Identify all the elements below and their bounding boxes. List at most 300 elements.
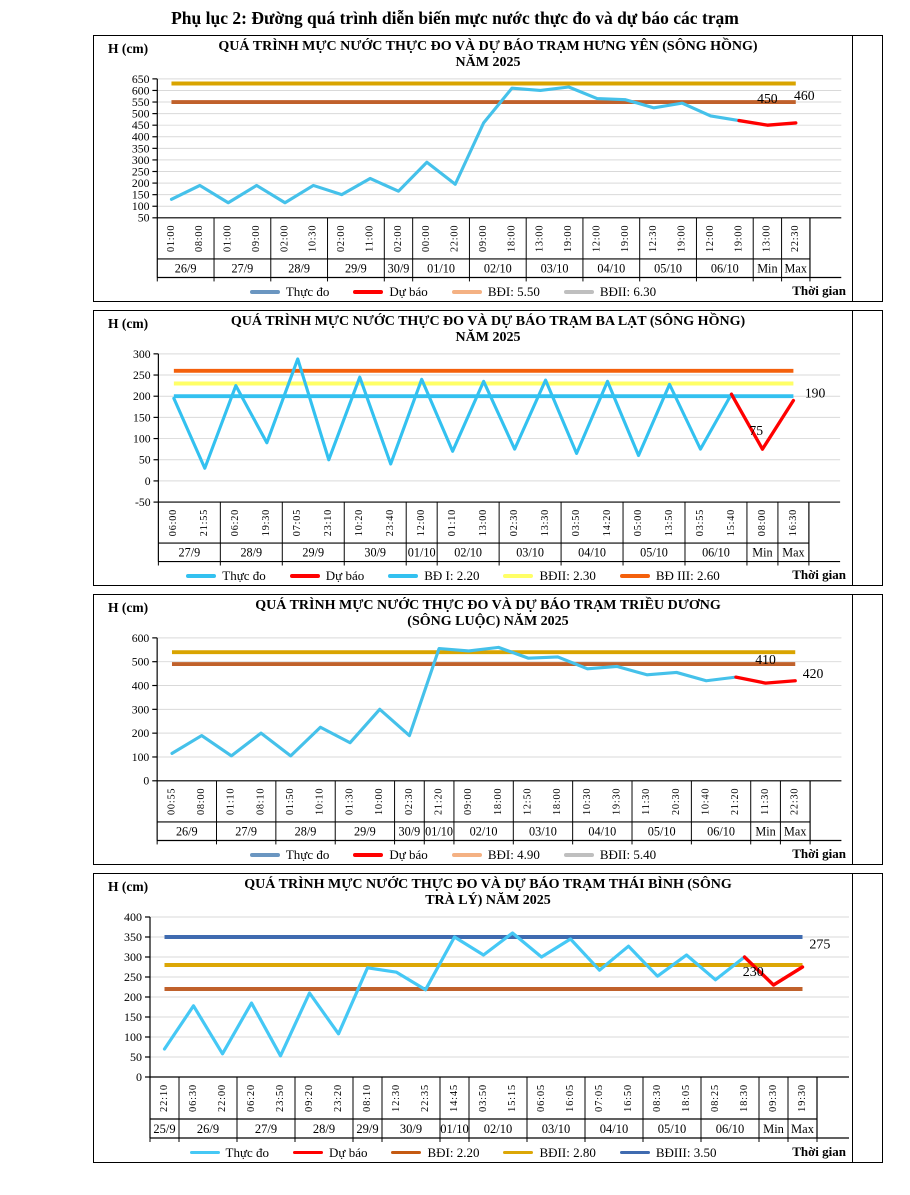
plot-area-right-border: [852, 595, 853, 864]
annotation-460: 460: [794, 87, 815, 103]
time-label: 08:10: [361, 1084, 373, 1112]
legend-line-swatch: [250, 290, 280, 294]
legend-label: BĐII: 5.40: [599, 846, 657, 862]
date-label-03-10: 03/10: [516, 545, 544, 560]
legend-label: BĐI: 5.50: [487, 283, 540, 299]
legend: [94, 845, 882, 864]
legend-line-swatch: [564, 290, 594, 294]
legend-line-swatch: [290, 574, 320, 578]
legend-line-swatch: [503, 1151, 533, 1155]
chart-3-plot: [94, 632, 884, 845]
chart-title-line: QUÁ TRÌNH MỰC NƯỚC THỰC ĐO VÀ DỰ BÁO TRẠM THÁI BÌNH (SÔNG: [244, 877, 732, 892]
x-axis-title: Thời gian: [792, 567, 846, 582]
time-label: 19:00: [563, 224, 575, 253]
time-label: 22:35: [419, 1084, 431, 1112]
y-tick-label: 100: [131, 750, 150, 764]
date-label-03-10: 03/10: [541, 1122, 571, 1136]
forecast-series-line: [736, 677, 795, 683]
time-label: 22:30: [790, 224, 802, 253]
annotations: [743, 938, 831, 980]
date-label-30-9: 30/9: [398, 824, 421, 839]
time-label: 19:00: [619, 224, 631, 253]
chart-title-line: QUÁ TRÌNH MỰC NƯỚC THỰC ĐO VÀ DỰ BÁO TRẠM HƯNG YÊN (SÔNG HỒNG): [218, 39, 758, 54]
date-label-min: Min: [763, 1122, 784, 1136]
date-label-28-9: 28/9: [294, 824, 317, 839]
chart-title: [164, 877, 812, 909]
date-label-26-9: 26/9: [175, 824, 198, 839]
date-label-29-9: 29/9: [345, 261, 367, 276]
y-tick-label: 400: [131, 679, 150, 693]
time-label: 12:30: [648, 224, 660, 253]
forecast-series-line: [739, 121, 796, 126]
time-label: 03:55: [694, 508, 706, 537]
time-label: 10:20: [354, 508, 366, 537]
time-label: 12:30: [390, 1084, 402, 1112]
chart-4-plot: [94, 911, 884, 1143]
y-tick-label: 50: [130, 1050, 142, 1064]
date-label-04-10: 04/10: [588, 824, 617, 839]
date-label-04-10: 04/10: [597, 261, 626, 276]
legend-label: BĐI: 4.90: [487, 846, 540, 862]
y-tick-label: 150: [124, 1010, 142, 1024]
y-tick-label: 250: [133, 368, 151, 382]
y-tick-label: 250: [131, 165, 150, 179]
time-label: 23:10: [323, 508, 335, 537]
date-label-28-9: 28/9: [288, 261, 311, 276]
legend-item-bdi-2-20: [391, 1145, 479, 1161]
chart-header: [94, 311, 882, 348]
chart-title: [164, 598, 812, 630]
date-label-min: Min: [752, 545, 773, 560]
forecast-series-line: [731, 394, 793, 449]
time-label: 21:20: [433, 787, 445, 816]
time-label: 10:30: [307, 224, 319, 253]
chart-title-line: QUÁ TRÌNH MỰC NƯỚC THỰC ĐO VÀ DỰ BÁO TRẠM TRIỀU DƯƠNG: [255, 598, 721, 613]
gridlines: [158, 354, 840, 502]
annotation-75: 75: [749, 422, 764, 438]
chart-title: [164, 39, 812, 71]
y-tick-label: 250: [124, 970, 142, 984]
chart-header: [94, 874, 882, 911]
date-label-29-9: 29/9: [302, 545, 325, 560]
time-label: 20:30: [670, 787, 682, 816]
y-axis-labels: [124, 911, 150, 1084]
annotation-410: 410: [755, 651, 776, 667]
reference-lines: [171, 84, 795, 103]
y-tick-label: 50: [137, 211, 150, 225]
legend-item-bd-iii-2-60: [620, 568, 720, 584]
reference-lines: [165, 937, 803, 989]
time-label: 11:00: [364, 224, 376, 252]
time-label: 12:00: [416, 508, 428, 537]
time-label: 13:50: [663, 508, 675, 537]
time-label: 01:00: [222, 224, 234, 253]
y-tick-label: 600: [131, 84, 150, 98]
date-label-06-10: 06/10: [707, 824, 735, 839]
time-label: 01:10: [225, 787, 237, 816]
reference-lines: [172, 652, 795, 664]
y-axis-unit-label: H (cm): [108, 600, 149, 615]
y-axis-labels: [132, 632, 157, 788]
legend: [94, 282, 882, 301]
legend: [94, 1143, 882, 1162]
chart-title-line: NĂM 2025: [455, 330, 521, 345]
date-label-04-10: 04/10: [578, 545, 606, 560]
time-label: 21:55: [199, 508, 211, 537]
y-tick-label: 500: [131, 107, 150, 121]
y-tick-label: -50: [134, 495, 151, 509]
date-label-03-10: 03/10: [529, 824, 557, 839]
legend-line-swatch: [186, 574, 216, 578]
time-label: 09:30: [767, 1084, 779, 1112]
time-label: 08:30: [651, 1084, 663, 1112]
chart-4-box: [93, 873, 883, 1163]
date-label-26-9: 26/9: [174, 261, 197, 276]
y-tick-label: 300: [133, 348, 151, 361]
chart-header: [94, 36, 882, 73]
legend-item-du-bao: [293, 1145, 367, 1161]
annotation-230: 230: [742, 964, 764, 980]
time-label: 02:30: [508, 508, 520, 537]
date-label-05-10: 05/10: [640, 545, 668, 560]
time-label: 14:45: [448, 1084, 460, 1112]
time-label: 01:10: [447, 508, 459, 537]
annotation-420: 420: [802, 665, 824, 681]
date-label-05-10: 05/10: [657, 1122, 687, 1136]
y-tick-label: 300: [131, 703, 150, 717]
legend-label: BĐII: 6.30: [599, 283, 657, 299]
legend-item-bd-i-2-20: [388, 568, 479, 584]
y-tick-label: 0: [136, 1070, 142, 1084]
y-tick-label: 650: [131, 73, 150, 86]
time-label: 01:50: [285, 787, 297, 816]
time-label: 06:20: [230, 508, 242, 537]
time-label: 12:50: [522, 787, 534, 816]
time-label: 13:00: [477, 508, 489, 537]
date-label-03-10: 03/10: [540, 261, 569, 276]
time-labels: [166, 788, 800, 815]
y-tick-label: 100: [131, 200, 150, 214]
time-label: 02:00: [279, 224, 291, 253]
chart-title-line: QUÁ TRÌNH MỰC NƯỚC THỰC ĐO VÀ DỰ BÁO TRẠM BA LẠT (SÔNG HỒNG): [230, 314, 746, 329]
legend-line-swatch: [452, 290, 482, 294]
legend-label: Dự báo: [389, 846, 428, 862]
date-label-28-9: 28/9: [240, 545, 263, 560]
legend-label: Dự báo: [325, 567, 365, 583]
gridlines: [157, 79, 841, 218]
date-label-max: Max: [782, 545, 805, 560]
time-label: 08:00: [196, 787, 208, 816]
legend-line-swatch: [293, 1151, 323, 1155]
y-tick-label: 600: [131, 632, 150, 645]
legend-line-swatch: [353, 853, 383, 857]
legend-item-bdii-2-80: [503, 1145, 595, 1161]
legend-item-bdii-5-40: [564, 847, 656, 863]
date-label-min: Min: [755, 824, 776, 839]
legend-label: Dự báo: [329, 1144, 368, 1160]
y-tick-label: 300: [124, 950, 142, 964]
chart-1-box: [93, 35, 883, 302]
time-label: 09:20: [303, 1084, 315, 1112]
time-label: 03:50: [570, 508, 582, 537]
time-label: 18:30: [738, 1084, 750, 1112]
date-label-min: Min: [757, 261, 778, 276]
time-labels: [159, 1084, 808, 1112]
y-axis-labels: [133, 348, 158, 509]
date-label-30-9: 30/9: [364, 545, 387, 560]
annotation-450: 450: [757, 91, 778, 107]
legend-line-swatch: [190, 1151, 220, 1155]
y-tick-label: 350: [131, 142, 150, 156]
legend-line-swatch: [388, 574, 418, 578]
y-axis-unit-label: H (cm): [108, 316, 149, 331]
time-label: 05:00: [632, 508, 644, 537]
chart-title-line: NĂM 2025: [455, 55, 521, 70]
y-tick-label: 200: [131, 727, 150, 741]
y-tick-label: 100: [124, 1030, 142, 1044]
time-label: 12:00: [591, 224, 603, 253]
date-label-01-10: 01/10: [407, 545, 436, 560]
time-label: 11:30: [759, 787, 771, 815]
time-label: 10:00: [374, 787, 386, 816]
legend-label: BĐ I: 2.20: [424, 567, 480, 583]
date-label-06-10: 06/10: [710, 261, 739, 276]
time-label: 07:05: [292, 508, 304, 537]
y-tick-label: 200: [133, 390, 151, 404]
y-axis-unit-label: H (cm): [108, 879, 149, 894]
time-label: 16:05: [564, 1084, 576, 1112]
legend-line-swatch: [503, 574, 533, 578]
legend-item-bdi-5-50: [452, 284, 540, 300]
time-label: 19:30: [611, 787, 623, 816]
date-label-06-10: 06/10: [715, 1122, 745, 1136]
y-tick-label: 200: [131, 176, 150, 190]
time-label: 19:00: [676, 224, 688, 253]
date-label-06-10: 06/10: [702, 545, 730, 560]
time-label: 22:10: [158, 1084, 170, 1112]
chart-title-line: TRÀ LÝ) NĂM 2025: [425, 893, 551, 908]
date-label-28-9: 28/9: [312, 1122, 336, 1136]
date-label-01-10: 01/10: [440, 1122, 469, 1136]
time-label: 23:20: [332, 1084, 344, 1112]
legend-item-thuc-do: [250, 284, 330, 300]
chart-2-box: [93, 310, 883, 586]
time-label: 08:25: [709, 1084, 721, 1112]
time-label: 18:00: [492, 787, 504, 816]
legend-label: Dự báo: [389, 283, 428, 299]
y-axis-labels: [132, 73, 157, 225]
time-label: 18:05: [680, 1084, 692, 1112]
time-label: 13:00: [761, 224, 773, 253]
legend-item-thuc-do: [190, 1145, 270, 1161]
date-label-27-9: 27/9: [254, 1122, 278, 1136]
time-label: 22:30: [789, 787, 801, 816]
time-label: 00:55: [166, 787, 178, 816]
date-label-01-10: 01/10: [425, 824, 454, 839]
legend-label: Thực đo: [225, 1144, 270, 1160]
time-label: 22:00: [449, 224, 461, 253]
y-tick-label: 500: [131, 655, 150, 669]
x-axis-title: Thời gian: [792, 1144, 846, 1159]
date-label-29-9: 29/9: [356, 1122, 379, 1136]
time-label: 19:30: [796, 1084, 808, 1112]
charts-column: [93, 35, 883, 1163]
time-label: 19:00: [733, 224, 745, 253]
annotation-275: 275: [809, 937, 831, 953]
time-label: 02:00: [392, 224, 404, 253]
plot-area-right-border: [852, 874, 853, 1162]
date-label-02-10: 02/10: [454, 545, 483, 560]
plot-area-right-border: [852, 36, 853, 301]
date-label-30-9: 30/9: [399, 1122, 423, 1136]
y-tick-label: 300: [131, 153, 150, 167]
time-label: 01:30: [344, 787, 356, 816]
date-label-27-9: 27/9: [235, 824, 258, 839]
date-label-max: Max: [791, 1122, 814, 1136]
chart-title: [164, 314, 812, 346]
legend-line-swatch: [452, 853, 482, 857]
chart-2-plot: [94, 348, 884, 566]
y-tick-label: 350: [124, 930, 142, 944]
date-label-04-10: 04/10: [599, 1122, 629, 1136]
y-tick-label: 0: [144, 474, 151, 488]
legend-line-swatch: [564, 853, 594, 857]
chart-3-box: [93, 594, 883, 865]
legend-label: BĐII: 2.30: [539, 567, 596, 583]
time-label: 19:30: [261, 508, 273, 537]
time-label: 02:00: [336, 224, 348, 253]
y-tick-label: 400: [131, 130, 150, 144]
time-label: 23:40: [385, 508, 397, 537]
date-label-max: Max: [784, 261, 807, 276]
time-label: 09:00: [250, 224, 262, 253]
legend-line-swatch: [353, 290, 383, 294]
x-axis-title: Thời gian: [792, 846, 846, 861]
legend-item-bdii-6-30: [564, 284, 656, 300]
date-label-02-10: 02/10: [483, 261, 512, 276]
time-label: 15:40: [725, 508, 737, 537]
time-label: 07:05: [593, 1084, 605, 1112]
y-tick-label: 50: [138, 453, 151, 467]
time-label: 18:00: [506, 224, 518, 253]
time-label: 14:20: [601, 508, 613, 537]
legend-label: BĐIII: 3.50: [655, 1144, 717, 1160]
legend-item-thuc-do: [250, 847, 330, 863]
y-tick-label: 150: [133, 411, 151, 425]
time-label: 00:00: [421, 224, 433, 253]
time-label: 06:20: [245, 1084, 257, 1112]
date-label-25-9: 25/9: [153, 1122, 176, 1136]
time-label: 10:10: [314, 787, 326, 816]
time-label: 16:50: [622, 1084, 634, 1112]
legend-item-bdi-4-90: [452, 847, 540, 863]
time-label: 23:50: [274, 1084, 286, 1112]
time-label: 09:00: [477, 224, 489, 253]
date-label-max: Max: [784, 824, 807, 839]
legend-item-du-bao: [353, 847, 427, 863]
legend-line-swatch: [250, 853, 280, 857]
time-label: 12:00: [704, 224, 716, 253]
y-tick-label: 150: [131, 188, 150, 202]
time-label: 10:30: [581, 787, 593, 816]
legend-line-swatch: [391, 1151, 421, 1155]
time-label: 06:30: [187, 1084, 199, 1112]
time-label: 10:40: [700, 787, 712, 816]
time-label: 18:00: [552, 787, 564, 816]
time-label: 06:00: [168, 508, 180, 537]
legend-item-du-bao: [353, 284, 427, 300]
time-label: 11:30: [641, 787, 653, 815]
time-label: 16:30: [787, 508, 799, 537]
annotations: [755, 652, 823, 681]
legend-item-bdii-2-30: [503, 568, 595, 584]
date-label-26-9: 26/9: [196, 1122, 220, 1136]
time-label: 08:10: [255, 787, 267, 816]
x-axis-title: Thời gian: [792, 283, 846, 298]
y-tick-label: 0: [143, 774, 150, 788]
date-label-05-10: 05/10: [647, 824, 676, 839]
observed-series-line: [171, 87, 739, 203]
y-axis-unit-label: H (cm): [108, 41, 149, 56]
y-tick-label: 200: [124, 990, 142, 1004]
legend-label: Thực đo: [285, 846, 330, 862]
time-label: 22:00: [216, 1084, 228, 1112]
time-label: 01:00: [165, 224, 177, 253]
legend-label: BĐII: 2.80: [539, 1144, 596, 1160]
date-label-01-10: 01/10: [427, 261, 455, 276]
legend: [94, 566, 882, 585]
time-label: 08:00: [756, 508, 768, 537]
y-tick-label: 550: [131, 95, 150, 109]
time-label: 13:30: [539, 508, 551, 537]
date-label-30-9: 30/9: [387, 261, 410, 276]
time-label: 02:30: [403, 787, 415, 816]
y-tick-label: 450: [131, 119, 150, 133]
chart-title-line: (SÔNG LUỘC) NĂM 2025: [407, 614, 569, 629]
date-label-02-10: 02/10: [483, 1122, 513, 1136]
time-labels: [166, 225, 801, 252]
chart-header: [94, 595, 882, 632]
time-label: 13:00: [534, 224, 546, 253]
y-tick-label: 400: [124, 911, 142, 924]
time-label: 08:00: [194, 224, 206, 253]
legend-label: Thực đo: [285, 283, 330, 299]
plot-area-right-border: [852, 311, 853, 585]
annotation-190: 190: [804, 385, 826, 401]
time-label: 03:50: [477, 1084, 489, 1112]
date-label-05-10: 05/10: [654, 261, 682, 276]
legend-label: Thực đo: [222, 567, 266, 583]
gridlines: [157, 638, 841, 781]
date-label-27-9: 27/9: [178, 545, 201, 560]
date-label-27-9: 27/9: [231, 261, 254, 276]
legend-line-swatch: [620, 574, 650, 578]
legend-line-swatch: [620, 1151, 650, 1155]
date-label-02-10: 02/10: [469, 824, 498, 839]
time-label: 06:05: [535, 1084, 547, 1112]
time-label: 09:00: [463, 787, 475, 816]
legend-item-thuc-do: [186, 568, 266, 584]
time-labels: [168, 509, 799, 536]
date-label-29-9: 29/9: [354, 824, 376, 839]
legend-label: BĐI: 2.20: [427, 1144, 480, 1160]
legend-label: BĐ III: 2.60: [655, 567, 720, 583]
chart-1-plot: [94, 73, 884, 282]
legend-item-bdiii-3-50: [620, 1145, 717, 1161]
time-label: 15:15: [506, 1084, 518, 1112]
legend-item-du-bao: [290, 568, 364, 584]
y-tick-label: 100: [133, 432, 151, 446]
